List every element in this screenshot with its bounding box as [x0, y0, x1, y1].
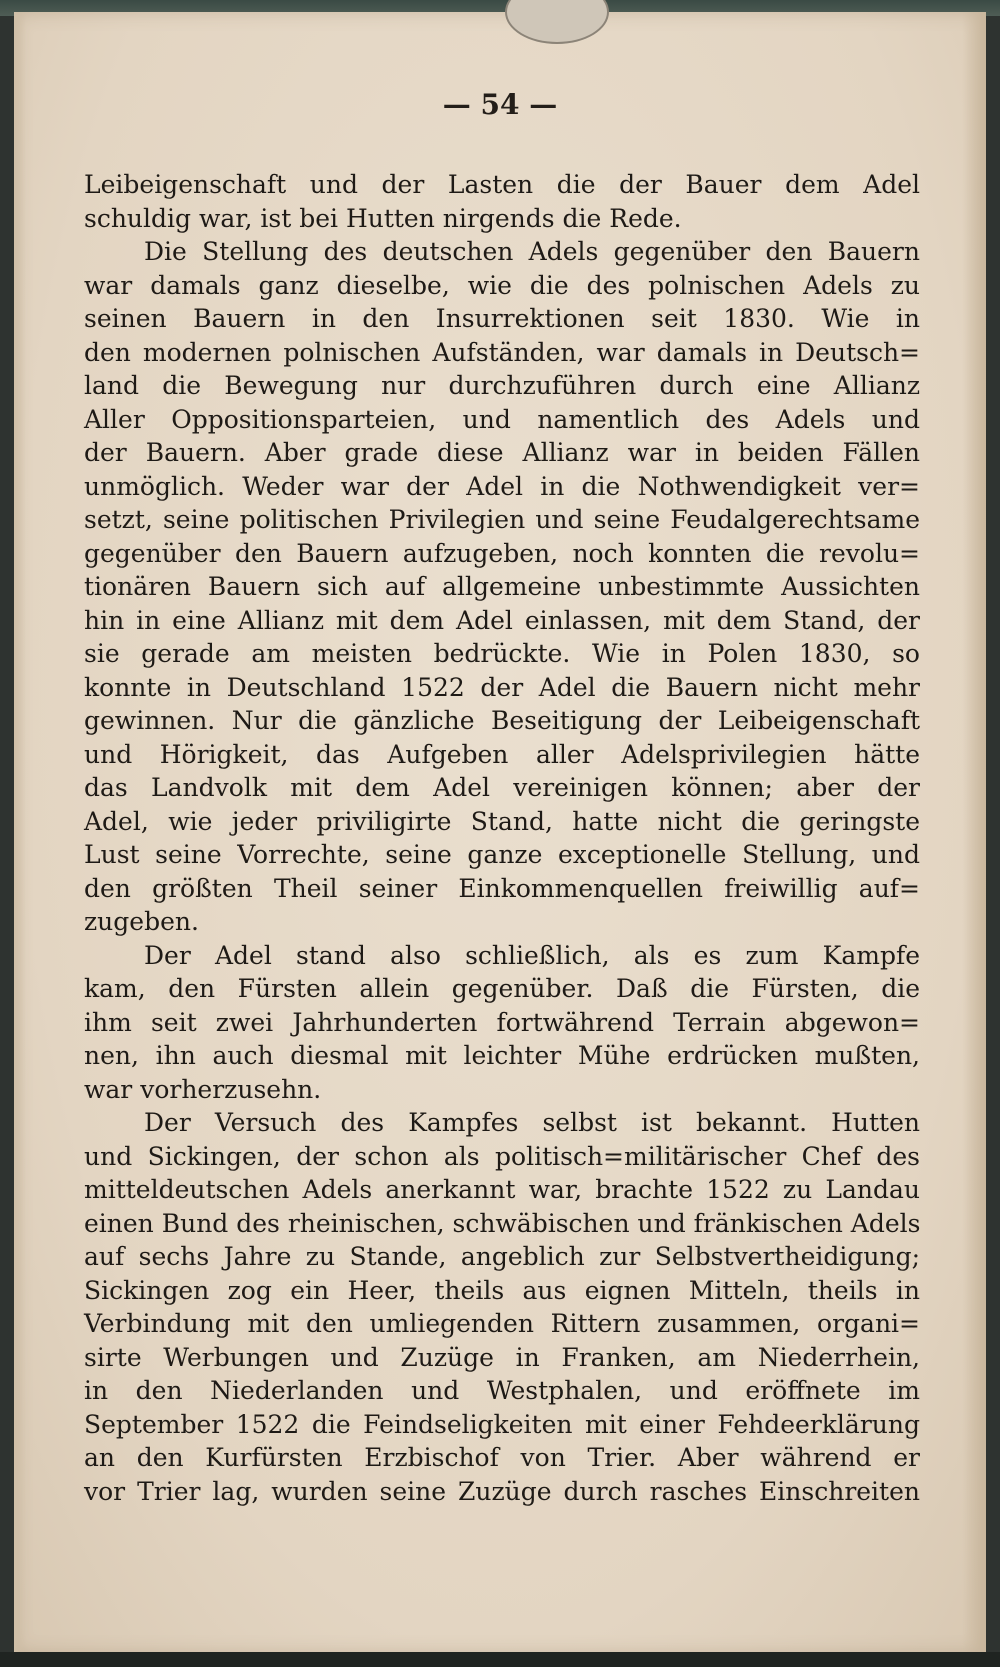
text-line: Der Versuch des Kampfes selbst ist bekannt. Hutten [144, 1108, 920, 1137]
text-line: Der Adel stand also schließlich, als es zum Kampfe [144, 940, 920, 970]
text-line: land die Bewegung nur durchzuführen durch eine Allianz [84, 371, 920, 400]
text-line: konnte in Deutschland 1522 der Adel die Bauern nicht mehr [84, 672, 920, 702]
text-line: setzt, seine politischen Privilegien und seine Feudalgerechtsame [84, 505, 920, 534]
text-line: kam, den Fürsten allein gegenüber. Daß die Fürsten, die [84, 974, 920, 1003]
text-line: Verbindung mit den umliegenden Rittern zusammen, organi= [84, 1309, 920, 1338]
text-line: an den Kurfürsten Erzbischof von Trier. Aber während er [84, 1443, 920, 1472]
text-line: war damals ganz dieselbe, wie die des polnischen Adels zu [84, 270, 920, 300]
page-number: — 54 — [442, 88, 558, 121]
text-line: Adel, wie jeder priviligirte Stand, hatte nicht die geringste [84, 806, 920, 836]
text-line: der Bauern. Aber grade diese Allianz war in beiden Fällen [84, 438, 920, 467]
page-left-shading [14, 12, 26, 1654]
text-line: schuldig war, ist bei Hutten nirgends die Rede. [84, 203, 682, 233]
text-line: zugeben. [84, 907, 199, 936]
book-cover-edge-bottom [0, 1652, 1000, 1667]
text-line: in den Niederlanden und Westphalen, und eröffnete im [84, 1376, 920, 1405]
text-line: den größten Theil seiner Einkommenquellen freiwillig auf= [84, 873, 920, 903]
text-line: gegenüber den Bauern aufzugeben, noch konnten die revolu= [84, 538, 920, 568]
text-line: Die Stellung des deutschen Adels gegenüber den Bauern [144, 237, 920, 266]
text-line: und Sickingen, der schon als politisch=militärischer Chef des [84, 1141, 920, 1171]
page-right-shading [962, 12, 986, 1654]
text-line: auf sechs Jahre zu Stande, angeblich zur Selbstvertheidigung; [84, 1242, 920, 1271]
text-line: sirte Werbungen und Zuzüge in Franken, am Niederrhein, [84, 1342, 920, 1372]
text-line: gewinnen. Nur die gänzliche Beseitigung der Leibeigenschaft [84, 706, 920, 735]
text-line: einen Bund des rheinischen, schwäbischen und fränkischen Adels [84, 1208, 921, 1238]
text-line: war vorherzusehn. [84, 1074, 322, 1104]
text-line: nen, ihn auch diesmal mit leichter Mühe erdrücken mußten, [84, 1041, 920, 1070]
text-line: und Hörigkeit, das Aufgeben aller Adelsprivilegien hätte [84, 739, 920, 769]
text-line: den modernen polnischen Aufständen, war damals in Deutsch= [84, 337, 920, 367]
text-line: Sickingen zog ein Heer, theils aus eignen Mitteln, theils in [84, 1275, 920, 1305]
text-line: Leibeigenschaft und der Lasten die der Bauer dem Adel [84, 170, 920, 199]
text-line: Lust seine Vorrechte, seine ganze exceptionelle Stellung, und [84, 840, 920, 869]
text-line: ihm seit zwei Jahrhunderten fortwährend Terrain abgewon= [84, 1007, 920, 1037]
text-line: unmöglich. Weder war der Adel in die Nothwendigkeit ver= [84, 471, 920, 501]
body-text [84, 168, 920, 1508]
text-line: vor Trier lag, wurden seine Zuzüge durch rasches Einschreiten [84, 1476, 920, 1506]
text-line: tionären Bauern sich auf allgemeine unbestimmte Aussichten [84, 572, 920, 601]
text-line: sie gerade am meisten bedrückte. Wie in Polen 1830, so [84, 639, 920, 668]
text-line: das Landvolk mit dem Adel vereinigen können; aber der [84, 773, 920, 802]
text-line: Aller Oppositionsparteien, und namentlich des Adels und [84, 404, 920, 434]
text-line: hin in eine Allianz mit dem Adel einlassen, mit dem Stand, der [84, 605, 920, 635]
text-line: September 1522 die Feindseligkeiten mit einer Fehdeerklärung [84, 1409, 920, 1439]
text-line: mitteldeutschen Adels anerkannt war, brachte 1522 zu Landau [84, 1175, 920, 1204]
text-line: seinen Bauern in den Insurrektionen seit 1830. Wie in [84, 304, 920, 333]
